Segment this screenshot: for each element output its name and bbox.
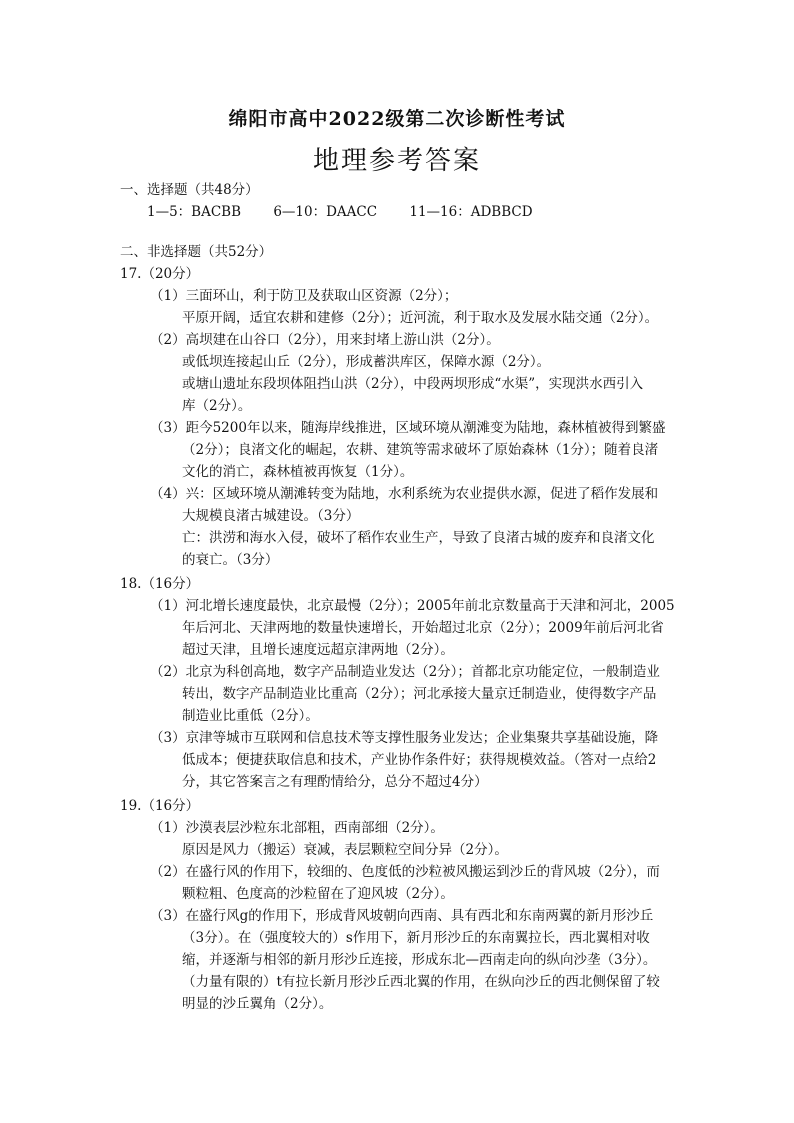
q17-line: 文化的消亡，森林植被再恢复（1分）。 — [182, 464, 414, 480]
question-18-label: 18.（16分） — [120, 576, 200, 592]
q19-line: 明显的沙丘翼角（2分）。 — [182, 996, 333, 1012]
section-heading-choice: 一、选择题（共48分） — [120, 182, 259, 198]
q18-line: 分，其它答案言之有理酌情给分，总分不超过4分） — [182, 774, 488, 790]
section-heading-nonchoice: 二、非选择题（共52分） — [120, 244, 273, 260]
q18-line: 低成本；便捷获取信息和技术，产业协作条件好；获得规模效益。（答对一点给2 — [182, 752, 657, 768]
q17-line: 大规模良渚古城建设。（3分） — [182, 508, 360, 524]
q19-line: （力量有限的）t有拉长新月形沙丘西北翼的作用，在纵向沙丘的西北侧保留了较 — [182, 974, 660, 990]
question-19-label: 19.（16分） — [120, 798, 200, 814]
q17-line: （2）高坝建在山谷口（2分），用来封堵上游山洪（2分）。 — [150, 332, 500, 348]
answer-key-title: 地理参考答案 — [312, 146, 481, 176]
q19-line: 原因是风力（搬运）衰减，表层颗粒空间分异（2分）。 — [182, 842, 508, 858]
q19-line: 缩，并逐渐与相邻的新月形沙丘连接，形成东北—西南走向的纵向沙垄（3分）。 — [182, 952, 657, 968]
q17-line: （2分）；良渚文化的崛起，农耕、建筑等需求破坏了原始森林（1分）；随着良渚 — [182, 442, 659, 458]
exam-title: 绵阳市高中2022级第二次诊断性考试 — [228, 108, 566, 130]
q17-line: 平原开阔，适宜农耕和建修（2分）；近河流，利于取水及发展水陆交通（2分）。 — [182, 310, 659, 326]
q19-line: （1）沙漠表层沙粒东北部粗，西南部细（2分）。 — [150, 820, 444, 836]
q19-line: （3）在盛行风g的作用下，形成背风坡朝向西南、具有西北和东南两翼的新月形沙丘 — [150, 908, 654, 924]
q17-line: （1）三面环山，利于防卫及获取山区资源（2分）； — [150, 288, 458, 304]
q17-line: 或低坝连接起山丘（2分），形成蓄洪库区，保障水源（2分）。 — [182, 354, 551, 370]
q18-line: 制造业比重低（2分）。 — [182, 708, 319, 724]
q18-line: 转出，数字产品制造业比重高（2分）；河北承接大量京迁制造业，使得数字产品 — [182, 686, 657, 702]
q18-line: 超过天津，且增长速度远超京津两地（2分）。 — [182, 642, 454, 658]
q18-line: （1）河北增长速度最快，北京最慢（2分）；2005年前北京数量高于天津和河北，2005 — [150, 598, 675, 614]
q17-line: 的衰亡。（3分） — [182, 552, 279, 568]
question-17-label: 17.（20分） — [120, 266, 200, 282]
q17-line: 或塘山遗址东段坝体阻挡山洪（2分），中段两坝形成“水渠”，实现洪水西引入 — [182, 376, 644, 392]
q19-line: （2）在盛行风的作用下，较细的、色度低的沙粒被风搬运到沙丘的背风坡（2分），而 — [150, 864, 660, 880]
answer-group-6-10: 6—10：DAACC — [273, 204, 378, 220]
answer-group-11-16: 11—16：ADBBCD — [409, 204, 533, 220]
q17-line: 亡：洪涝和海水入侵，破坏了稻作农业生产，导致了良渚古城的废弃和良渚文化 — [182, 530, 655, 546]
q19-line: （3分）。在（强度较大的）s作用下，新月形沙丘的东南翼拉长，西北翼相对收 — [182, 930, 650, 946]
q19-line: 颗粒粗、色度高的沙粒留在了迎风坡（2分）。 — [182, 886, 454, 902]
answer-group-1-5: 1—5：BACBB — [147, 204, 242, 220]
q18-line: （3）京津等城市互联网和信息技术等支撑性服务业发达；企业集聚共享基础设施，降 — [150, 730, 659, 746]
q17-line: （3）距今5200年以来，随海岸线推进，区域环境从潮滩变为陆地，森林植被得到繁盛 — [150, 420, 666, 436]
q17-line: （4）兴：区域环境从潮滩转变为陆地，水利系统为农业提供水源，促进了稻作发展和 — [150, 486, 659, 502]
q18-line: 年后河北、天津两地的数量快速增长，开始超过北京（2分）；2009年前后河北省 — [182, 620, 664, 636]
q17-line: 库（2分）。 — [182, 398, 252, 414]
choice-answers — [147, 202, 561, 222]
q18-line: （2）北京为科创高地，数字产品制造业发达（2分）；首都北京功能定位，一般制造业 — [150, 664, 660, 680]
